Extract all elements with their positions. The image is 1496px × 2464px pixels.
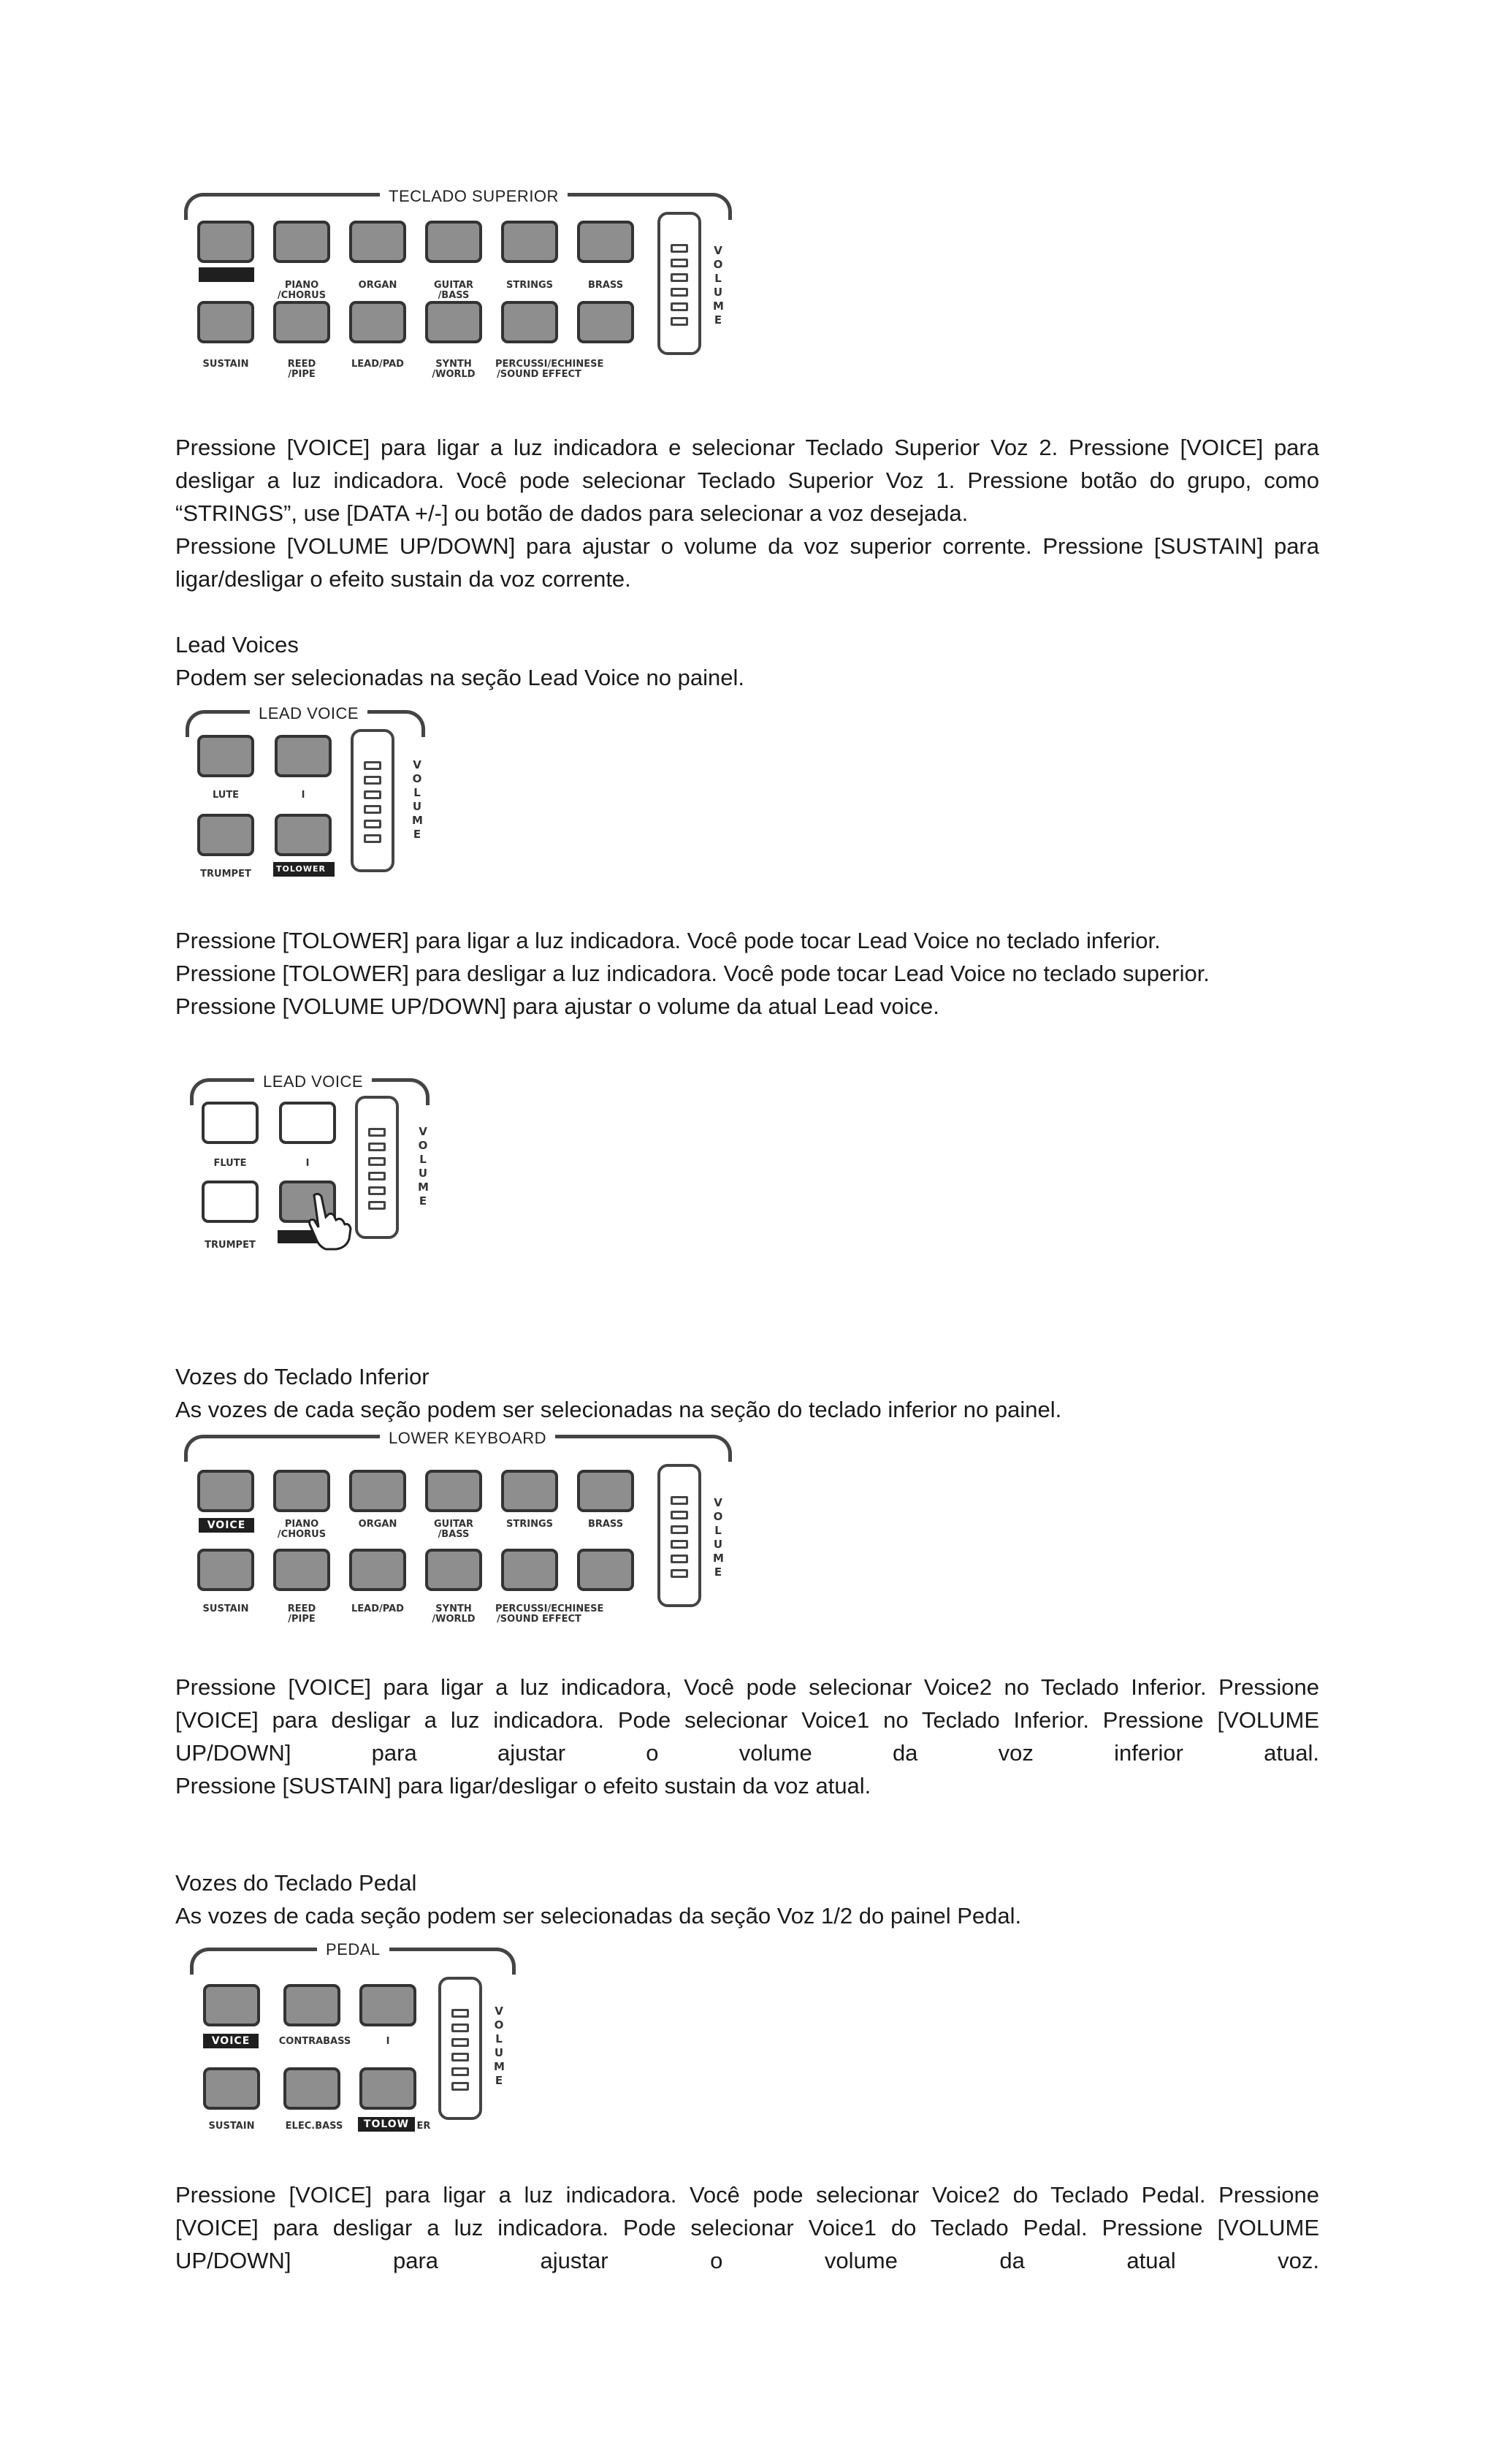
lower-text-line: [VOICE] para desligar a luz indicadora. Pode selecionar Voice1 no Teclado Inferior. Pressione [VOLUME — [175, 1707, 1319, 1733]
label-trumpet: TRUMPET — [200, 869, 251, 880]
volume-segment — [671, 1540, 688, 1549]
lead-text-3: Pressione [VOLUME UP/DOWN] para ajustar o volume da atual Lead voice. — [175, 993, 939, 1019]
label-i: I — [305, 1158, 310, 1169]
volume-segment — [671, 273, 688, 282]
lower-subheading: As vozes de cada seção podem ser selecionadas na seção do teclado inferior no painel. — [175, 1397, 1062, 1422]
upper-chinese-button[interactable] — [577, 301, 634, 343]
lower-heading: Vozes do Teclado Inferior — [175, 1364, 430, 1389]
volume-label: V O L U M E — [713, 1496, 724, 1579]
lead-text-2: Pressione [TOLOWER] para desligar a luz indicadora. Você pode tocar Lead Voice no teclado superior. — [175, 961, 1210, 986]
upper-sustain-button[interactable] — [197, 301, 254, 343]
upper-brass-button[interactable] — [577, 221, 634, 263]
label-guitar-bass: GUITAR /BASS — [434, 1519, 473, 1540]
upper-synth-world-button[interactable] — [425, 301, 482, 343]
lead-voice-i-button[interactable] — [275, 735, 332, 777]
pointing-hand-icon — [304, 1192, 355, 1251]
volume-segment — [368, 1143, 386, 1151]
panel-title: LEAD VOICE — [250, 704, 367, 723]
volume-segment — [671, 1511, 688, 1519]
voice-indicator — [199, 267, 254, 282]
volume-segment — [368, 1128, 386, 1137]
pedal-text-line: [VOICE] para desligar a luz indicadora. Pode selecionar Voice1 do Teclado Pedal. Pressione [VOLUME — [175, 2215, 1319, 2240]
upper-paragraph-1: Pressione [VOICE] para ligar a luz indicadora e selecionar Teclado Superior Voz 2. Pressione [VOICE] para desligar a luz indicadora. Você pode selecionar Teclado Superior Voz 1. Pressione botão do grupo, como “STRINGS”, use [DATA +/-] ou botão de dados para selecionar a voz desejada. — [175, 435, 1319, 526]
pedal-i-button[interactable] — [359, 1984, 416, 2026]
label-i: I — [301, 790, 305, 801]
label-trumpet: TRUMPET — [205, 1240, 256, 1251]
trumpet-button[interactable] — [202, 1180, 259, 1223]
lower-text-line: Pressione [SUSTAIN] para ligar/desligar o efeito sustain da voz atual. — [175, 1773, 871, 1799]
lute-button[interactable] — [197, 735, 254, 777]
upper-keyboard-panel — [181, 187, 736, 403]
volume-slider[interactable] — [657, 1464, 701, 1607]
pedal-sustain-button[interactable] — [203, 2067, 260, 2110]
elec-bass-button[interactable] — [283, 2067, 340, 2110]
label-reed-pipe: REED /PIPE — [287, 359, 316, 380]
label-sustain: SUSTAIN — [208, 2121, 255, 2132]
volume-segment — [368, 1201, 386, 1210]
pedal-tolower-button[interactable] — [359, 2067, 416, 2110]
label-synth-world: SYNTH /WORLD — [432, 1603, 476, 1625]
upper-lead-pad-button[interactable] — [349, 301, 406, 343]
lower-keyboard-panel — [181, 1429, 736, 1645]
volume-segment — [364, 776, 381, 785]
lower-brass-button[interactable] — [577, 1470, 634, 1512]
volume-segment — [364, 820, 381, 828]
volume-segment — [364, 790, 381, 799]
voice-tag: VOICE — [203, 2034, 259, 2048]
volume-label: V O L U M E — [418, 1125, 429, 1208]
volume-segment — [368, 1172, 386, 1180]
upper-reed-pipe-button[interactable] — [273, 301, 330, 343]
lower-voice-button[interactable] — [197, 1470, 254, 1512]
tolower-tag: TOLOWER — [273, 862, 335, 877]
label-piano-chorus: PIANO /CHORUS — [277, 1519, 327, 1540]
label-tolower-suffix: ER — [416, 2121, 431, 2132]
lower-synth-world-button[interactable] — [425, 1549, 482, 1591]
tolower-button[interactable] — [275, 814, 332, 856]
volume-segment — [451, 2082, 469, 2091]
label-guitar-bass: GUITAR /BASS — [434, 280, 473, 301]
upper-organ-button[interactable] — [349, 221, 406, 263]
label-elec-bass: ELEC.BASS — [285, 2121, 343, 2132]
lead-text-1: Pressione [TOLOWER] para ligar a luz indicadora. Você pode tocar Lead Voice no teclado inferior. — [175, 928, 1161, 953]
volume-segment — [451, 2038, 469, 2047]
volume-segment — [671, 1569, 688, 1578]
contrabass-button[interactable] — [283, 1984, 340, 2026]
label-organ: ORGAN — [358, 1519, 397, 1530]
label-lute: LUTE — [212, 790, 240, 801]
volume-slider[interactable] — [657, 212, 701, 355]
volume-label: V O L U M E — [713, 244, 724, 327]
pedal-heading: Vozes do Teclado Pedal — [175, 1870, 417, 1896]
volume-segment — [451, 2053, 469, 2061]
panel-title: TECLADO SUPERIOR — [380, 187, 568, 206]
lower-lead-pad-button[interactable] — [349, 1549, 406, 1591]
label-brass: BRASS — [587, 280, 624, 291]
volume-segment — [451, 2024, 469, 2032]
label-strings: STRINGS — [506, 1519, 553, 1530]
label-lead-pad: LEAD/PAD — [351, 359, 404, 370]
volume-segment — [364, 834, 381, 843]
volume-segment — [364, 805, 381, 814]
volume-segment — [671, 302, 688, 311]
pedal-voice-button[interactable] — [203, 1984, 260, 2026]
lead-voice-i-button[interactable] — [279, 1102, 336, 1144]
lower-percussion-button[interactable] — [501, 1549, 558, 1591]
pedal-panel — [187, 1940, 530, 2142]
panel-title: LEAD VOICE — [254, 1072, 372, 1091]
lower-text-line: Pressione [VOICE] para ligar a luz indicadora, Você pode selecionar Voice2 no Teclado Inferior. Pressione — [175, 1674, 1319, 1700]
volume-slider[interactable] — [438, 1977, 482, 2120]
lower-paragraph — [175, 1671, 1319, 1802]
lower-reed-pipe-button[interactable] — [273, 1549, 330, 1591]
label-lead-pad: LEAD/PAD — [351, 1603, 404, 1614]
pedal-text-line: UP/DOWN] para ajustar o volume da atual voz. — [175, 2248, 1319, 2273]
upper-paragraph-2: Pressione [VOLUME UP/DOWN] para ajustar o volume da voz superior corrente. Pressione [SUSTAIN] para ligar/desligar o efeito sustain da voz corrente. — [175, 533, 1319, 592]
volume-segment — [671, 259, 688, 267]
flute-button[interactable] — [202, 1102, 259, 1144]
lead-subheading: Podem ser selecionadas na seção Lead Voice no painel. — [175, 665, 744, 690]
upper-percussion-button[interactable] — [501, 301, 558, 343]
panel-title: PEDAL — [317, 1940, 389, 1959]
volume-segment — [671, 244, 688, 253]
volume-segment — [368, 1157, 386, 1166]
lower-piano-chorus-button[interactable] — [273, 1470, 330, 1512]
volume-segment — [451, 2009, 469, 2018]
upper-voice-button[interactable] — [197, 221, 254, 263]
label-brass: BRASS — [587, 1519, 624, 1530]
volume-segment — [451, 2067, 469, 2076]
label-reed-pipe: REED /PIPE — [287, 1603, 316, 1625]
label-sustain: SUSTAIN — [202, 359, 249, 370]
lower-guitar-bass-button[interactable] — [425, 1470, 482, 1512]
volume-segment — [364, 761, 381, 770]
label-flute: FLUTE — [213, 1158, 247, 1169]
upper-strings-button[interactable] — [501, 221, 558, 263]
upper-piano-chorus-button[interactable] — [273, 221, 330, 263]
volume-segment — [671, 317, 688, 326]
label-piano-chorus: PIANO /CHORUS — [277, 280, 327, 301]
lower-organ-button[interactable] — [349, 1470, 406, 1512]
lower-strings-button[interactable] — [501, 1470, 558, 1512]
volume-label: V O L U M E — [412, 758, 423, 841]
pedal-text-line: Pressione [VOICE] para ligar a luz indicadora. Você pode selecionar Voice2 do Teclado Pedal. Pressione — [175, 2182, 1319, 2208]
voice-tag: VOICE — [199, 1518, 254, 1533]
lower-chinese-button[interactable] — [577, 1549, 634, 1591]
label-contrabass: CONTRABASS — [278, 2036, 351, 2047]
volume-segment — [368, 1186, 386, 1195]
lead-heading: Lead Voices — [175, 632, 299, 657]
volume-segment — [671, 1555, 688, 1563]
pedal-paragraph — [175, 2178, 1319, 2277]
panel-title: LOWER KEYBOARD — [380, 1429, 555, 1448]
pedal-subheading: As vozes de cada seção podem ser selecionadas da seção Voz 1/2 do painel Pedal. — [175, 1903, 1022, 1929]
volume-slider[interactable] — [355, 1096, 399, 1239]
volume-segment — [671, 1525, 688, 1534]
trumpet-button[interactable] — [197, 814, 254, 856]
label-i: I — [386, 2036, 390, 2047]
volume-slider[interactable] — [351, 729, 394, 872]
volume-segment — [671, 288, 688, 297]
label-synth-world: SYNTH /WORLD — [432, 359, 476, 380]
volume-segment — [671, 1496, 688, 1505]
lower-sustain-button[interactable] — [197, 1549, 254, 1591]
volume-label: V O L U M E — [494, 2005, 505, 2087]
label-organ: ORGAN — [358, 280, 397, 291]
lower-text-line: UP/DOWN] para ajustar o volume da voz inferior atual. — [175, 1740, 1319, 1766]
label-percussion: PERCUSSI/ECHINESE /SOUND EFFECT — [495, 1603, 604, 1625]
lead-voice-panel — [183, 704, 438, 890]
tolower-tag: TOLOW — [358, 2117, 415, 2132]
label-percussion: PERCUSSI/ECHINESE /SOUND EFFECT — [495, 359, 604, 380]
label-strings: STRINGS — [506, 280, 553, 291]
lead-voice-panel-pressed — [187, 1072, 443, 1258]
upper-guitar-bass-button[interactable] — [425, 221, 482, 263]
label-sustain: SUSTAIN — [202, 1603, 249, 1614]
